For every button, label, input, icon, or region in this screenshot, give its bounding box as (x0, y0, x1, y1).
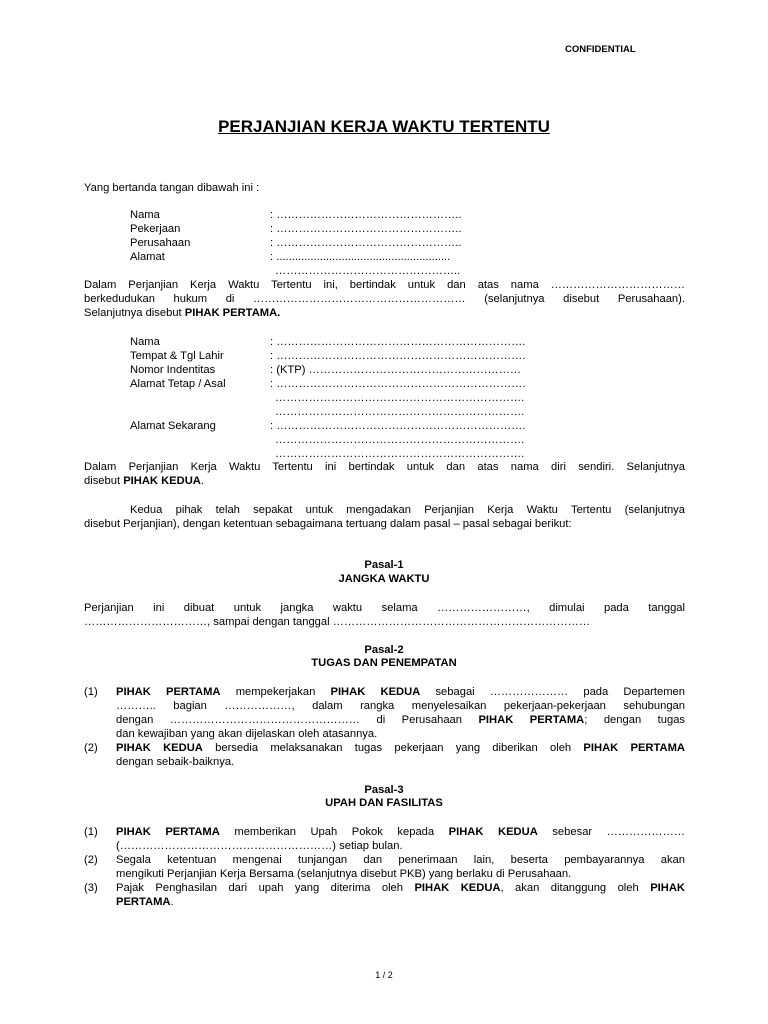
field-label: Alamat (130, 251, 165, 263)
party-name: PIHAK PERTAMA. (184, 307, 281, 319)
pasal-number: Pasal-1 (364, 559, 404, 571)
first-party-paragraph-line: Selanjutnya disebut PIHAK PERTAMA. (84, 307, 281, 319)
list-number: (3) (84, 882, 98, 894)
list-item-line: PERTAMA. (116, 896, 174, 908)
agreement-paragraph-line: Kedua pihak telah sepakat untuk mengadakan Perjanjian Kerja Waktu Tertentu (selanjutnya (130, 504, 685, 516)
list-item-line: (…………………………………………………) setiap bulan. (116, 840, 403, 852)
field-value: : ………………………………………….. (270, 223, 462, 235)
intro-text: Yang bertanda tangan dibawah ini : (84, 182, 260, 194)
list-item-line: Segala ketentuan mengenai tunjangan dan penerimaan lain, beserta pembayarannya akan (116, 854, 685, 866)
field-label: Alamat Tetap / Asal (130, 378, 226, 390)
first-party-paragraph-line: Dalam Perjanjian Kerja Waktu Tertentu ini, bertindak untuk dan atas nama ……………………………… (84, 279, 685, 291)
party-name: PIHAK KEDUA (123, 475, 201, 487)
field-value: : ........................................................ (270, 251, 451, 263)
list-item-line: dengan …………………………………………… di Perusahaan PIHAK PERTAMA; dengan tugas (116, 714, 686, 726)
confidential-label: CONFIDENTIAL (565, 44, 636, 55)
field-value: : …………………………………………………………. (270, 420, 526, 432)
field-value: : ………………………………………….. (270, 209, 462, 221)
pasal-title: JANGKA WAKTU (338, 573, 430, 585)
list-item-line: Pajak Penghasilan dari upah yang diterima oleh PIHAK KEDUA, akan ditanggung oleh PIHAK (116, 882, 685, 894)
list-number: (2) (84, 742, 98, 754)
list-number: (2) (84, 854, 98, 866)
field-label: Perusahaan (130, 237, 191, 249)
field-value: : …………………………………………………………. (270, 350, 526, 362)
list-item-line: PIHAK KEDUA bersedia melaksanakan tugas pekerjaan yang diberikan oleh PIHAK PERTAMA (116, 742, 685, 754)
list-item-line: ……….. bagian ………………, dalam rangka menyelesaikan pekerjaan-pekerjaan sehubungan (116, 700, 685, 712)
pasal-text-line: ……………………………, sampai dengan tanggal …………………………………………………………… (84, 616, 591, 628)
first-party-paragraph-line: berkedudukan hukum di ………………………………………………… (selanjutnya disebut Perusahaan). (84, 293, 685, 305)
second-party-paragraph-line: Dalam Perjanjian Kerja Waktu Tertentu ini bertindak untuk dan atas nama diri sendiri. Selanjutnya (84, 461, 685, 473)
list-item-line: dengan sebaik-baiknya. (116, 756, 235, 768)
field-continuation: …………………………………………………………. (275, 448, 525, 460)
field-label: Nama (130, 336, 160, 348)
field-value: : …………………………………………………………. (270, 336, 526, 348)
field-value: : …………………………………………………………. (270, 378, 526, 390)
list-item-line: dan kewajiban yang akan dijelaskan oleh atasannya. (116, 728, 378, 740)
field-label: Nomor Indentitas (130, 364, 216, 376)
document-title: PERJANJIAN KERJA WAKTU TERTENTU (218, 117, 550, 136)
pasal-number: Pasal-3 (364, 784, 404, 796)
list-item-line: PIHAK PERTAMA mempekerjakan PIHAK KEDUA sebagai ………………… pada Departemen (116, 686, 685, 698)
second-party-paragraph-line: disebut PIHAK KEDUA. (84, 475, 204, 487)
list-number: (1) (84, 826, 98, 838)
field-continuation: …………………………………………………………. (275, 392, 525, 404)
page-number: 1 / 2 (375, 970, 393, 980)
field-label: Alamat Sekarang (130, 420, 216, 432)
list-item-line: PIHAK PERTAMA memberikan Upah Pokok kepada PIHAK KEDUA sebesar ………………… (116, 826, 685, 838)
field-label: Tempat & Tgl Lahir (130, 350, 224, 362)
list-number: (1) (84, 686, 98, 698)
pasal-text-line: Perjanjian ini dibuat untuk jangka waktu selama ……………………, dimulai pada tanggal (84, 602, 685, 614)
pasal-title: TUGAS DAN PENEMPATAN (311, 657, 457, 669)
field-continuation: …………………………………………………………. (275, 406, 525, 418)
field-label: Nama (130, 209, 160, 221)
field-continuation: …………………………………………………………. (275, 434, 525, 446)
field-continuation: ………………………………………….. (275, 265, 461, 277)
field-label: Pekerjaan (130, 223, 181, 235)
field-value: : (KTP) ………………………………………………… (270, 364, 522, 376)
pasal-number: Pasal-2 (364, 644, 404, 656)
field-value: : ………………………………………….. (270, 237, 462, 249)
agreement-paragraph-line: disebut Perjanjian), dengan ketentuan sebagaimana tertuang dalam pasal – pasal sebagai berikut: (84, 518, 572, 530)
pasal-title: UPAH DAN FASILITAS (325, 797, 443, 809)
list-item-line: mengikuti Perjanjian Kerja Bersama (selanjutnya disebut PKB) yang berlaku di Perusahaan. (116, 868, 572, 880)
